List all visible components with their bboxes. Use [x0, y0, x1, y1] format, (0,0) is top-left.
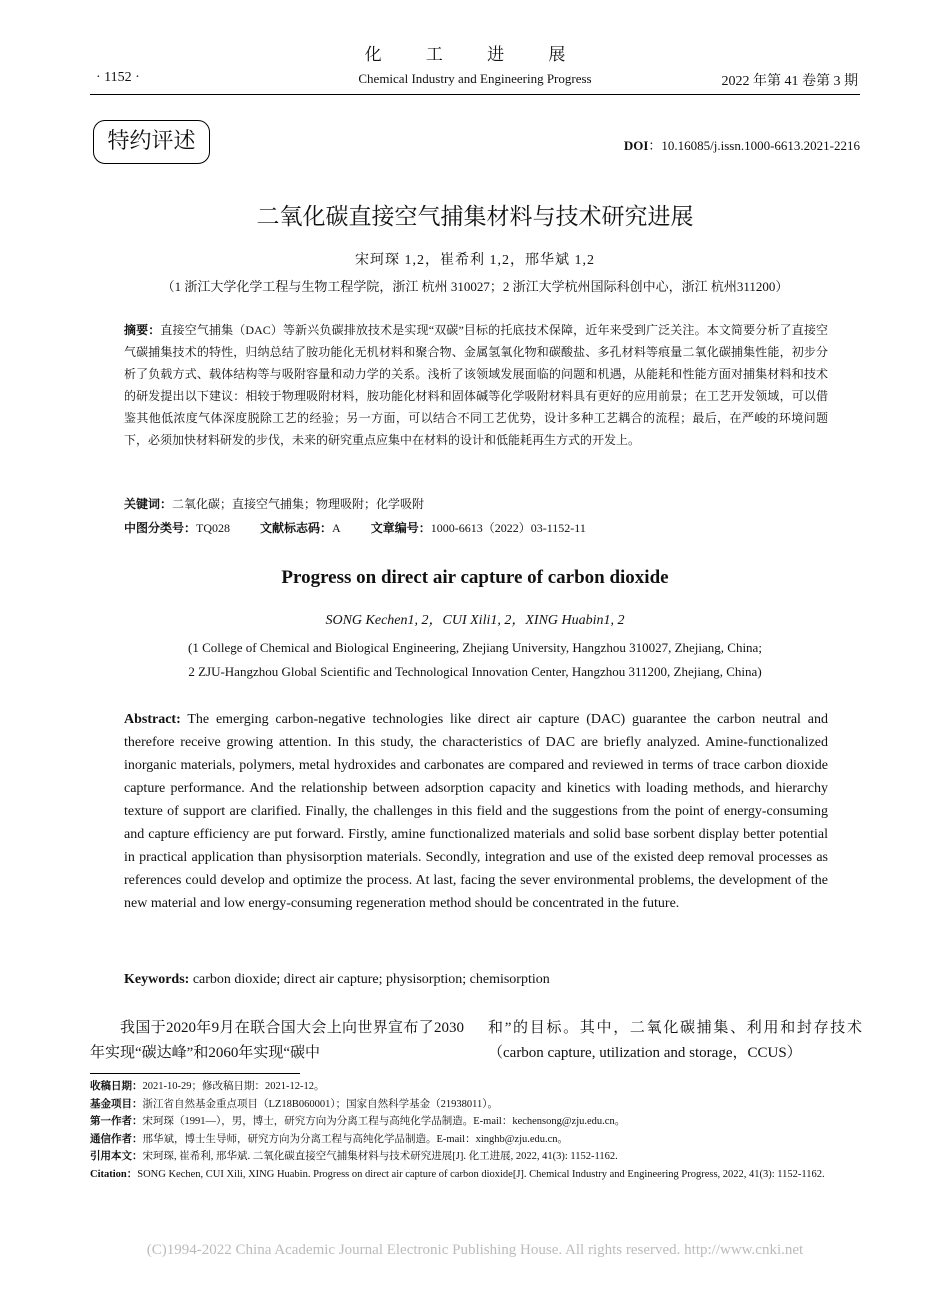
authors-cn: 宋珂琛 1,2，崔希利 1,2，邢华斌 1,2: [355, 253, 595, 268]
affiliation-cn: （1 浙江大学化学工程与生物工程学院，浙江 杭州 310027；2 浙江大学杭州国际科创中心，浙江 杭州311200）: [161, 279, 789, 294]
footnote-corresponding-author: 通信作者：邢华斌，博士生导师，研究方向为分离工程与高纯化学品制造。E-mail：xinghb@zju.edu.cn。: [90, 1132, 569, 1145]
issue-info: 2022 年第 41 卷第 3 期: [721, 74, 858, 89]
body-text-left: 我国于2020年9月在联合国大会上向世界宣布了2030年实现“碳达峰”和2060年实现“碳中: [90, 1020, 464, 1061]
copyright-watermark: (C)1994-2022 China Academic Journal Electronic Publishing House. All rights reserved. http://www.cnki.net: [146, 1242, 804, 1258]
affiliation-en-2: 2 ZJU-Hangzhou Global Scientific and Technological Innovation Center, Hangzhou 311200, Zhejiang, China): [188, 664, 762, 679]
doi-label: DOI: [623, 138, 649, 153]
abstract-cn-label: 摘要：: [124, 323, 161, 337]
title-cn: 二氧化碳直接空气捕集材料与技术研究进展: [256, 204, 694, 230]
doi-value: ：10.16085/j.issn.1000-6613.2021-2216: [648, 138, 860, 153]
header-rule: [90, 94, 860, 95]
keywords-cn-label: 关键词：: [124, 497, 173, 511]
column-badge: 特约评述: [93, 120, 210, 164]
footnote-rule: [90, 1073, 300, 1074]
abstract-cn: [124, 319, 828, 451]
doi: [624, 135, 860, 154]
doc-code-value: A: [332, 521, 341, 535]
journal-name-en: Chemical Industry and Engineering Progress: [358, 71, 592, 86]
footnote-received: 收稿日期：2021-10-29；修改稿日期：2021-12-12。: [90, 1080, 325, 1092]
doc-code-label: 文献标志码：: [260, 521, 333, 535]
abstract-en: [124, 708, 828, 915]
title-en: Progress on direct air capture of carbon dioxide: [281, 567, 669, 588]
keywords-cn: [124, 493, 828, 515]
article-number-label: 文章编号：: [370, 521, 431, 535]
affiliation-en-1: (1 College of Chemical and Biological Engineering, Zhejiang University, Hangzhou 310027, Zhejiang, China;: [188, 640, 762, 655]
clc-value: TQ028: [196, 521, 231, 535]
classification-line: [124, 517, 828, 539]
abstract-en-text: The emerging carbon-negative technologies like direct air capture (DAC) guarantee the carbon neutral and therefore receive growing attention. In this study, the characteristics of DAC are briefly analyzed. Amine-functionalized inorganic materials, polymers, metal hydroxides and carbonates are compared and reviewed in terms of trace carbon dioxide capture performance. And the relationship between adsorption capacity and kinetics with loading methods, and hierarchy texture of support are clarified. Finally, the challenges in this field and the suggestions from the point of energy-consuming and capture efficiency are put forward. Firstly, amine functionalized materials and solid base sorbent display better potential in practical application than physisorption materials. Secondly, integration and use of the existed deep removal processes as references could develop and optimize the process. At last, facing the sever environmental problems, the development of the new material and low energy-consuming regeneration method should be concentrated in the future.: [124, 712, 829, 911]
footnotes: [90, 1078, 862, 1183]
keywords-en-label: Keywords:: [124, 972, 190, 987]
abstract-cn-text: 直接空气捕集（DAC）等新兴负碳排放技术是实现“双碳”目标的托底技术保障，近年来受到广泛关注。本文简要分析了直接空气碳捕集技术的特性，归纳总结了胺功能化无机材料和聚合物、金属氢氧化物和碳酸盐、多孔材料等痕量二氧化碳捕集性能，初步分析了负载方式、载体结构等与吸附容量和动力学的关系。浅析了该领域发展面临的问题和机遇，从能耗和性能方面对捕集材料和技术的研发提出以下建议：相较于物理吸附材料，胺功能化材料和固体碱等化学吸附材料具有更好的应用前景；在工艺开发领域，可以借鉴其他低浓度气体深度脱除工艺的经验；另一方面，可以结合不同工艺优势，设计多种工艺耦合的流程；最后，在严峻的环境问题下，必须加快材料研发的步伐，未来的研究重点应集中在材料的设计和低能耗再生方式的开发上。: [124, 323, 828, 447]
footnote-first-author: 第一作者：宋珂琛（1991—），男，博士，研究方向为分离工程与高纯化学品制造。E-mail：kechensong@zju.edu.cn。: [90, 1115, 626, 1127]
abstract-en-label: Abstract:: [124, 712, 181, 727]
keywords-en: [124, 968, 828, 991]
footnote-citation-en: Citation：SONG Kechen, CUI Xili, XING Huabin. Progress on direct air capture of carbon dioxide[J]. Chemical Industry and Engineering Progress, 2022, 41(3): 1152-1162.: [90, 1168, 825, 1180]
article-number-value: 1000-6613（2022）03-1152-11: [430, 521, 586, 535]
journal-name-cn: 化 工 进 展: [364, 45, 586, 64]
footnote-funding: 基金项目：浙江省自然基金重点项目（LZ18B060001）；国家自然科学基金（21938011）。: [90, 1097, 498, 1110]
body-text-right: 和”的目标。其中，二氧化碳捕集、利用和封存技术（carbon capture, utilization and storage，CCUS）: [488, 1020, 862, 1061]
authors-en: SONG Kechen1, 2，CUI Xili1, 2，XING Huabin1, 2: [325, 613, 625, 628]
footnote-cite-cn: 引用本文：宋珂琛, 崔希利, 邢华斌. 二氧化碳直接空气捕集材料与技术研究进展[J]. 化工进展, 2022, 41(3): 1152-1162.: [90, 1150, 618, 1162]
page-number: · 1152 ·: [96, 70, 140, 85]
keywords-en-text: carbon dioxide; direct air capture; physisorption; chemisorption: [192, 972, 550, 987]
keywords-cn-text: 二氧化碳；直接空气捕集；物理吸附；化学吸附: [172, 497, 425, 511]
clc-label: 中图分类号：: [124, 521, 197, 535]
